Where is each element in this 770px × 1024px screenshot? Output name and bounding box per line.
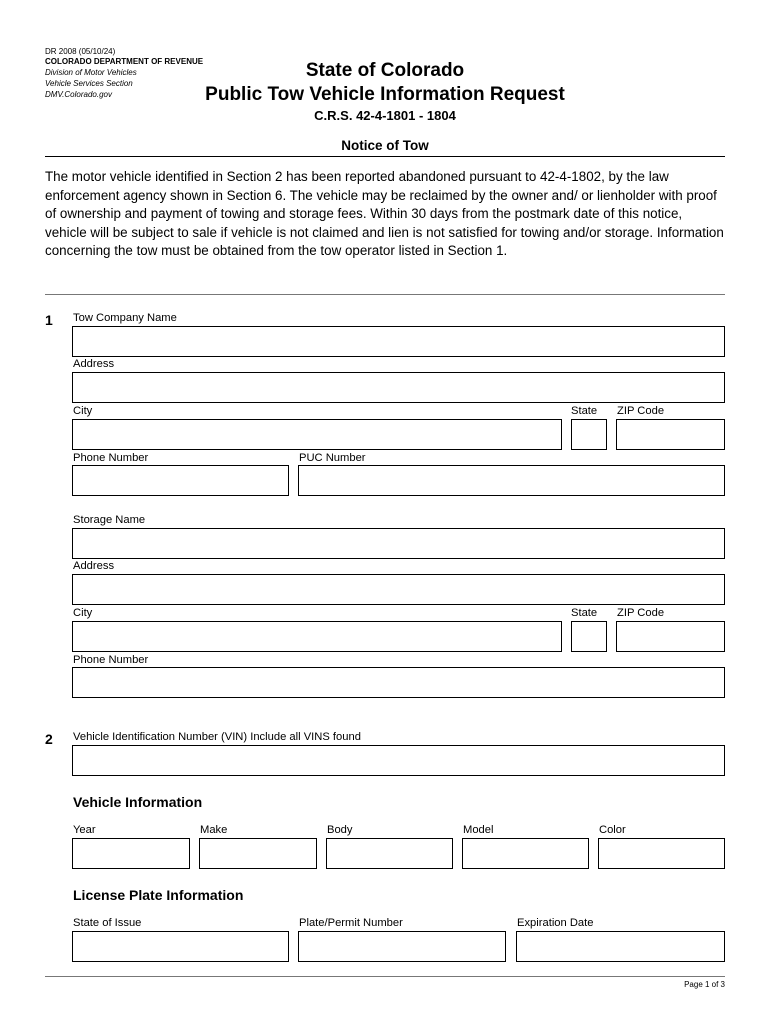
storage-phone-label: Phone Number — [73, 654, 149, 666]
plate-number-field[interactable] — [298, 931, 506, 962]
body-field[interactable] — [326, 838, 453, 869]
state-of-issue-label: State of Issue — [73, 917, 142, 929]
tow-zip-field[interactable] — [616, 419, 725, 450]
make-field[interactable] — [199, 838, 317, 869]
tow-city-field[interactable] — [72, 419, 562, 450]
tow-state-label: State — [571, 405, 598, 417]
division-name: Division of Motor Vehicles — [45, 68, 137, 77]
form-title: Public Tow Vehicle Information Request — [205, 84, 565, 105]
storage-city-field[interactable] — [72, 621, 562, 652]
puc-number-label: PUC Number — [299, 452, 366, 464]
storage-state-label: State — [571, 607, 598, 619]
make-label: Make — [200, 824, 228, 836]
header-divider — [45, 156, 725, 157]
expiration-date-label: Expiration Date — [517, 917, 594, 929]
page-number: Page 1 of 3 — [684, 980, 725, 989]
section-2-number: 2 — [45, 731, 53, 747]
state-of-issue-field[interactable] — [72, 931, 289, 962]
color-label: Color — [599, 824, 626, 836]
storage-phone-field[interactable] — [72, 667, 725, 698]
tow-company-name-field[interactable] — [72, 326, 725, 357]
intro-paragraph: The motor vehicle identified in Section 2 has been reported abandoned pursuant to 42-4-1802, by the law enforcement agency shown in Section 6. The vehicle may be reclaimed by the owner and/ or lienholder with proof of ownership and payment of towing and storage fees. Within 30 days from the postmark date of this notice, vehicle will be subject to sale if vehicle is not claimed and lien is not satisfied for towing and/or storage. Information concerning the tow must be obtained from the tow operator listed in Section 1. — [45, 169, 724, 259]
storage-address-field[interactable] — [72, 574, 725, 605]
section-1-number: 1 — [45, 312, 53, 328]
plate-number-label: Plate/Permit Number — [299, 917, 403, 929]
model-label: Model — [463, 824, 494, 836]
vin-label: Vehicle Identification Number (VIN) Include all VINS found — [73, 731, 361, 743]
license-plate-heading: License Plate Information — [73, 887, 244, 903]
department-name: COLORADO DEPARTMENT OF REVENUE — [45, 57, 204, 66]
storage-name-label: Storage Name — [73, 514, 146, 526]
section-name: Vehicle Services Section — [45, 79, 133, 88]
storage-name-field[interactable] — [72, 528, 725, 559]
intro-divider — [45, 294, 725, 295]
model-field[interactable] — [462, 838, 589, 869]
form-id: DR 2008 (05/10/24) — [45, 47, 116, 56]
puc-number-field[interactable] — [298, 465, 725, 496]
footer-divider — [45, 976, 725, 977]
storage-state-field[interactable] — [571, 621, 607, 652]
tow-zip-label: ZIP Code — [617, 405, 665, 417]
color-field[interactable] — [598, 838, 725, 869]
notice-title: Notice of Tow — [341, 138, 429, 153]
tow-city-label: City — [73, 405, 93, 417]
year-label: Year — [73, 824, 96, 836]
vehicle-info-heading: Vehicle Information — [73, 794, 203, 810]
state-title: State of Colorado — [305, 60, 465, 81]
tow-company-name-label: Tow Company Name — [73, 312, 177, 324]
tow-phone-field[interactable] — [72, 465, 289, 496]
tow-address-field[interactable] — [72, 372, 725, 403]
expiration-date-field[interactable] — [516, 931, 725, 962]
tow-phone-label: Phone Number — [73, 452, 149, 464]
vin-field[interactable] — [72, 745, 725, 776]
year-field[interactable] — [72, 838, 190, 869]
storage-zip-field[interactable] — [616, 621, 725, 652]
storage-zip-label: ZIP Code — [617, 607, 665, 619]
storage-city-label: City — [73, 607, 93, 619]
statute: C.R.S. 42-4-1801 - 1804 — [314, 108, 456, 123]
storage-address-label: Address — [73, 560, 115, 572]
tow-address-label: Address — [73, 358, 115, 370]
tow-state-field[interactable] — [571, 419, 607, 450]
body-label: Body — [327, 824, 353, 836]
website: DMV.Colorado.gov — [45, 90, 112, 99]
